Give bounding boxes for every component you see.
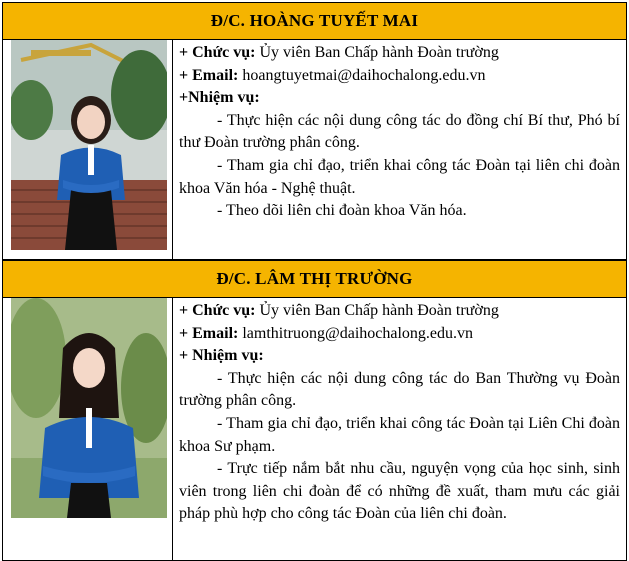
member-1-title: Đ/C. HOÀNG TUYẾT MAI xyxy=(3,3,626,40)
member-1-duties-label: +Nhiệm vụ: xyxy=(179,89,260,107)
member-1-duty: - Theo dõi liên chi đoàn khoa Văn hóa. xyxy=(217,202,467,220)
member-1-duty: - Thực hiện các nội dung công tác do đồng chí Bí thư, Phó bí thư Đoàn trường phân công. xyxy=(179,111,620,152)
member-1-info xyxy=(173,40,626,259)
member-1-photo-cell xyxy=(3,40,173,259)
member-2-duty: - Tham gia chỉ đạo, triển khai công tác Đoàn tại Liên Chi đoàn khoa Sư phạm. xyxy=(179,414,620,455)
member-2-title: Đ/C. LÂM THỊ TRƯỜNG xyxy=(3,260,626,298)
member-1-row xyxy=(3,40,626,260)
member-2-info xyxy=(173,298,626,560)
member-2-duty: - Thực hiện các nội dung công tác do Ban Thường vụ Đoàn trường phân công. xyxy=(179,369,620,410)
member-table xyxy=(2,2,627,561)
member-1-email: + Email: hoangtuyetmai@daihochalong.edu.vn xyxy=(179,66,486,84)
member-2-position: + Chức vụ: Ủy viên Ban Chấp hành Đoàn trường xyxy=(179,302,499,319)
member-2-email: + Email: lamthitruong@daihochalong.edu.vn xyxy=(179,324,474,342)
member-2-photo-cell xyxy=(3,298,173,560)
member-2-duty: - Trực tiếp nắm bắt nhu cầu, nguyện vọng của học sinh, sinh viên trong liên chi đoàn để có những đề xuất, tham mưu các giải pháp phù hợp cho công tác Đoàn của liên chi đoàn. xyxy=(179,460,620,523)
member-1-duty: - Tham gia chỉ đạo, triển khai công tác Đoàn tại liên chi đoàn khoa Văn hóa - Nghệ thuật. xyxy=(179,156,620,197)
member-2-row xyxy=(3,298,626,560)
member-2-duties-label: + Nhiệm vụ: xyxy=(179,347,264,365)
member-2-photo xyxy=(11,298,167,518)
member-1-position: + Chức vụ: Ủy viên Ban Chấp hành Đoàn trường xyxy=(179,44,499,61)
member-1-photo xyxy=(11,40,167,250)
